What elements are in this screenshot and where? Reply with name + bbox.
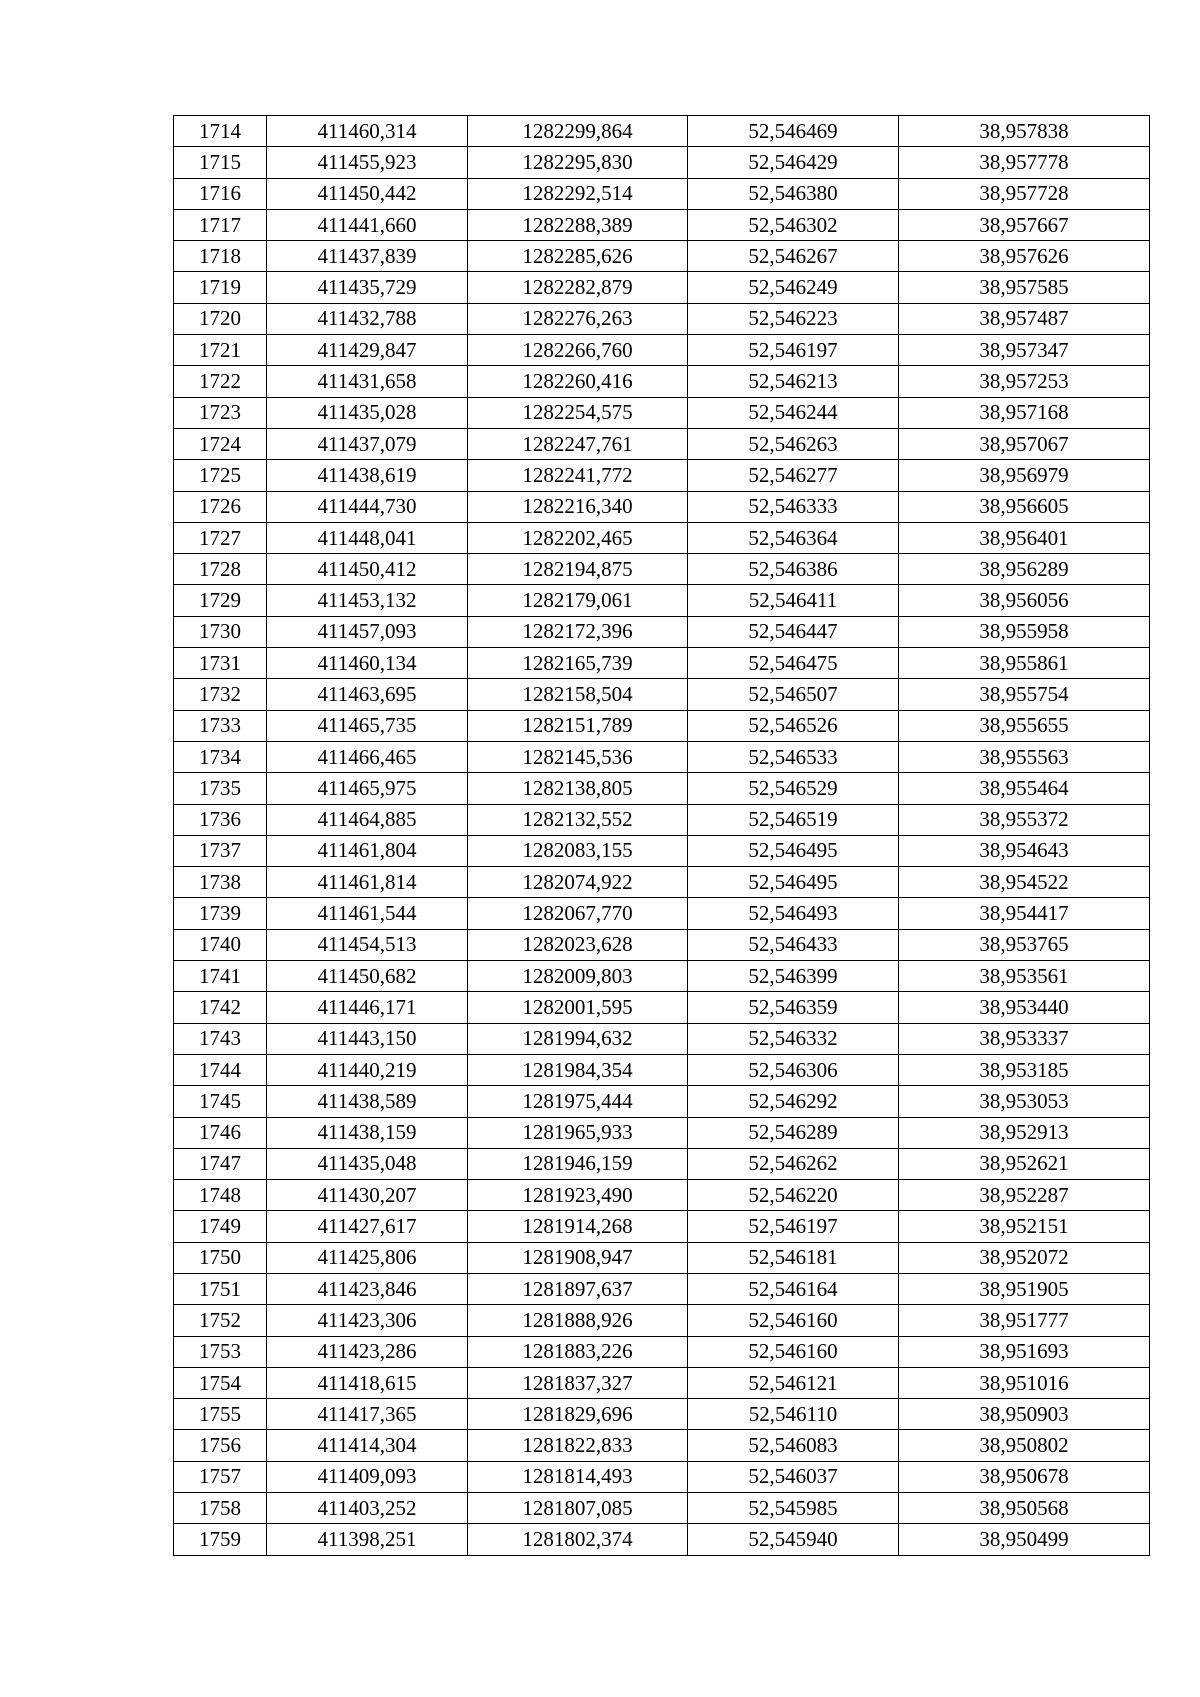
point-number-cell: 1714: [174, 116, 267, 147]
latitude-cell: 52,546399: [688, 961, 899, 992]
table-row: [174, 1524, 1150, 1555]
table-row: [174, 1461, 1150, 1492]
x-coordinate-cell: 411414,304: [267, 1430, 468, 1461]
y-coordinate-cell: 1282216,340: [468, 491, 688, 522]
x-coordinate-cell: 411423,306: [267, 1305, 468, 1336]
table-row: [174, 1273, 1150, 1304]
latitude-cell: 52,546507: [688, 679, 899, 710]
x-coordinate-cell: 411440,219: [267, 1054, 468, 1085]
point-number-cell: 1717: [174, 209, 267, 240]
y-coordinate-cell: 1282023,628: [468, 929, 688, 960]
longitude-cell: 38,956605: [899, 491, 1150, 522]
point-number-cell: 1718: [174, 241, 267, 272]
x-coordinate-cell: 411398,251: [267, 1524, 468, 1555]
y-coordinate-cell: 1282165,739: [468, 648, 688, 679]
x-coordinate-cell: 411417,365: [267, 1399, 468, 1430]
x-coordinate-cell: 411461,814: [267, 867, 468, 898]
longitude-cell: 38,952621: [899, 1148, 1150, 1179]
point-number-cell: 1716: [174, 178, 267, 209]
longitude-cell: 38,953561: [899, 961, 1150, 992]
table-row: [174, 1180, 1150, 1211]
y-coordinate-cell: 1282260,416: [468, 366, 688, 397]
y-coordinate-cell: 1281914,268: [468, 1211, 688, 1242]
x-coordinate-cell: 411448,041: [267, 522, 468, 553]
point-number-cell: 1740: [174, 929, 267, 960]
y-coordinate-cell: 1282158,504: [468, 679, 688, 710]
point-number-cell: 1750: [174, 1242, 267, 1273]
table-row: [174, 147, 1150, 178]
table-row: [174, 773, 1150, 804]
point-number-cell: 1739: [174, 898, 267, 929]
point-number-cell: 1732: [174, 679, 267, 710]
point-number-cell: 1715: [174, 147, 267, 178]
point-number-cell: 1748: [174, 1180, 267, 1211]
point-number-cell: 1720: [174, 303, 267, 334]
latitude-cell: 52,546411: [688, 585, 899, 616]
longitude-cell: 38,950568: [899, 1493, 1150, 1524]
latitude-cell: 52,546429: [688, 147, 899, 178]
longitude-cell: 38,955372: [899, 804, 1150, 835]
x-coordinate-cell: 411460,134: [267, 648, 468, 679]
y-coordinate-cell: 1282266,760: [468, 335, 688, 366]
table-row: [174, 460, 1150, 491]
table-row: [174, 1336, 1150, 1367]
latitude-cell: 52,546292: [688, 1086, 899, 1117]
table-row: [174, 366, 1150, 397]
longitude-cell: 38,953440: [899, 992, 1150, 1023]
longitude-cell: 38,954522: [899, 867, 1150, 898]
x-coordinate-cell: 411460,314: [267, 116, 468, 147]
latitude-cell: 52,546495: [688, 867, 899, 898]
table-row: [174, 428, 1150, 459]
longitude-cell: 38,957728: [899, 178, 1150, 209]
latitude-cell: 52,546364: [688, 522, 899, 553]
longitude-cell: 38,957838: [899, 116, 1150, 147]
longitude-cell: 38,953765: [899, 929, 1150, 960]
point-number-cell: 1729: [174, 585, 267, 616]
table-row: [174, 209, 1150, 240]
table-row: [174, 1242, 1150, 1273]
longitude-cell: 38,950678: [899, 1461, 1150, 1492]
table-row: [174, 585, 1150, 616]
x-coordinate-cell: 411464,885: [267, 804, 468, 835]
point-number-cell: 1744: [174, 1054, 267, 1085]
y-coordinate-cell: 1281883,226: [468, 1336, 688, 1367]
x-coordinate-cell: 411431,658: [267, 366, 468, 397]
longitude-cell: 38,954417: [899, 898, 1150, 929]
table-row: [174, 1086, 1150, 1117]
y-coordinate-cell: 1282001,595: [468, 992, 688, 1023]
latitude-cell: 52,546262: [688, 1148, 899, 1179]
longitude-cell: 38,956056: [899, 585, 1150, 616]
latitude-cell: 52,546160: [688, 1336, 899, 1367]
latitude-cell: 52,546469: [688, 116, 899, 147]
x-coordinate-cell: 411444,730: [267, 491, 468, 522]
x-coordinate-cell: 411465,975: [267, 773, 468, 804]
latitude-cell: 52,546160: [688, 1305, 899, 1336]
latitude-cell: 52,546529: [688, 773, 899, 804]
x-coordinate-cell: 411423,286: [267, 1336, 468, 1367]
table-row: [174, 241, 1150, 272]
latitude-cell: 52,546223: [688, 303, 899, 334]
x-coordinate-cell: 411441,660: [267, 209, 468, 240]
x-coordinate-cell: 411457,093: [267, 616, 468, 647]
longitude-cell: 38,955464: [899, 773, 1150, 804]
x-coordinate-cell: 411435,048: [267, 1148, 468, 1179]
coordinates-table: [173, 115, 1150, 1556]
table-row: [174, 272, 1150, 303]
longitude-cell: 38,955958: [899, 616, 1150, 647]
table-row: [174, 1211, 1150, 1242]
latitude-cell: 52,546386: [688, 554, 899, 585]
y-coordinate-cell: 1282009,803: [468, 961, 688, 992]
latitude-cell: 52,546277: [688, 460, 899, 491]
x-coordinate-cell: 411435,028: [267, 397, 468, 428]
y-coordinate-cell: 1281822,833: [468, 1430, 688, 1461]
longitude-cell: 38,957585: [899, 272, 1150, 303]
y-coordinate-cell: 1282202,465: [468, 522, 688, 553]
x-coordinate-cell: 411418,615: [267, 1367, 468, 1398]
table-row: [174, 710, 1150, 741]
point-number-cell: 1742: [174, 992, 267, 1023]
longitude-cell: 38,952072: [899, 1242, 1150, 1273]
longitude-cell: 38,955655: [899, 710, 1150, 741]
latitude-cell: 52,545940: [688, 1524, 899, 1555]
longitude-cell: 38,957626: [899, 241, 1150, 272]
y-coordinate-cell: 1282285,626: [468, 241, 688, 272]
x-coordinate-cell: 411461,804: [267, 835, 468, 866]
x-coordinate-cell: 411443,150: [267, 1023, 468, 1054]
longitude-cell: 38,957168: [899, 397, 1150, 428]
table-row: [174, 835, 1150, 866]
longitude-cell: 38,950802: [899, 1430, 1150, 1461]
x-coordinate-cell: 411437,839: [267, 241, 468, 272]
point-number-cell: 1733: [174, 710, 267, 741]
table-row: [174, 961, 1150, 992]
longitude-cell: 38,957253: [899, 366, 1150, 397]
x-coordinate-cell: 411427,617: [267, 1211, 468, 1242]
point-number-cell: 1734: [174, 741, 267, 772]
point-number-cell: 1731: [174, 648, 267, 679]
y-coordinate-cell: 1282138,805: [468, 773, 688, 804]
point-number-cell: 1752: [174, 1305, 267, 1336]
x-coordinate-cell: 411450,682: [267, 961, 468, 992]
longitude-cell: 38,956289: [899, 554, 1150, 585]
x-coordinate-cell: 411432,788: [267, 303, 468, 334]
longitude-cell: 38,952287: [899, 1180, 1150, 1211]
x-coordinate-cell: 411409,093: [267, 1461, 468, 1492]
longitude-cell: 38,951016: [899, 1367, 1150, 1398]
point-number-cell: 1759: [174, 1524, 267, 1555]
coordinates-table-body: [174, 116, 1150, 1556]
latitude-cell: 52,546475: [688, 648, 899, 679]
y-coordinate-cell: 1282067,770: [468, 898, 688, 929]
x-coordinate-cell: 411438,589: [267, 1086, 468, 1117]
table-row: [174, 397, 1150, 428]
table-row: [174, 303, 1150, 334]
longitude-cell: 38,956401: [899, 522, 1150, 553]
point-number-cell: 1743: [174, 1023, 267, 1054]
table-row: [174, 491, 1150, 522]
y-coordinate-cell: 1282151,789: [468, 710, 688, 741]
latitude-cell: 52,546181: [688, 1242, 899, 1273]
longitude-cell: 38,951777: [899, 1305, 1150, 1336]
longitude-cell: 38,950499: [899, 1524, 1150, 1555]
x-coordinate-cell: 411438,619: [267, 460, 468, 491]
table-row: [174, 335, 1150, 366]
point-number-cell: 1749: [174, 1211, 267, 1242]
y-coordinate-cell: 1281829,696: [468, 1399, 688, 1430]
table-row: [174, 1148, 1150, 1179]
y-coordinate-cell: 1282288,389: [468, 209, 688, 240]
latitude-cell: 52,546519: [688, 804, 899, 835]
point-number-cell: 1741: [174, 961, 267, 992]
table-row: [174, 1117, 1150, 1148]
point-number-cell: 1737: [174, 835, 267, 866]
longitude-cell: 38,957778: [899, 147, 1150, 178]
latitude-cell: 52,546306: [688, 1054, 899, 1085]
x-coordinate-cell: 411429,847: [267, 335, 468, 366]
y-coordinate-cell: 1281802,374: [468, 1524, 688, 1555]
latitude-cell: 52,546526: [688, 710, 899, 741]
latitude-cell: 52,546267: [688, 241, 899, 272]
longitude-cell: 38,950903: [899, 1399, 1150, 1430]
longitude-cell: 38,953185: [899, 1054, 1150, 1085]
longitude-cell: 38,953053: [899, 1086, 1150, 1117]
latitude-cell: 52,546249: [688, 272, 899, 303]
point-number-cell: 1724: [174, 428, 267, 459]
latitude-cell: 52,546332: [688, 1023, 899, 1054]
point-number-cell: 1751: [174, 1273, 267, 1304]
y-coordinate-cell: 1282282,879: [468, 272, 688, 303]
y-coordinate-cell: 1281946,159: [468, 1148, 688, 1179]
y-coordinate-cell: 1281807,085: [468, 1493, 688, 1524]
longitude-cell: 38,951693: [899, 1336, 1150, 1367]
table-row: [174, 804, 1150, 835]
point-number-cell: 1757: [174, 1461, 267, 1492]
latitude-cell: 52,546263: [688, 428, 899, 459]
table-row: [174, 648, 1150, 679]
table-row: [174, 741, 1150, 772]
point-number-cell: 1719: [174, 272, 267, 303]
y-coordinate-cell: 1281923,490: [468, 1180, 688, 1211]
longitude-cell: 38,957487: [899, 303, 1150, 334]
longitude-cell: 38,953337: [899, 1023, 1150, 1054]
table-row: [174, 898, 1150, 929]
table-row: [174, 1305, 1150, 1336]
latitude-cell: 52,546433: [688, 929, 899, 960]
point-number-cell: 1756: [174, 1430, 267, 1461]
y-coordinate-cell: 1282254,575: [468, 397, 688, 428]
table-row: [174, 992, 1150, 1023]
x-coordinate-cell: 411465,735: [267, 710, 468, 741]
y-coordinate-cell: 1282247,761: [468, 428, 688, 459]
table-row: [174, 1054, 1150, 1085]
latitude-cell: 52,546447: [688, 616, 899, 647]
longitude-cell: 38,955861: [899, 648, 1150, 679]
latitude-cell: 52,546037: [688, 1461, 899, 1492]
point-number-cell: 1723: [174, 397, 267, 428]
x-coordinate-cell: 411463,695: [267, 679, 468, 710]
point-number-cell: 1758: [174, 1493, 267, 1524]
x-coordinate-cell: 411437,079: [267, 428, 468, 459]
y-coordinate-cell: 1282292,514: [468, 178, 688, 209]
y-coordinate-cell: 1282132,552: [468, 804, 688, 835]
latitude-cell: 52,546244: [688, 397, 899, 428]
table-row: [174, 1367, 1150, 1398]
y-coordinate-cell: 1281994,632: [468, 1023, 688, 1054]
point-number-cell: 1735: [174, 773, 267, 804]
x-coordinate-cell: 411403,252: [267, 1493, 468, 1524]
x-coordinate-cell: 411435,729: [267, 272, 468, 303]
longitude-cell: 38,951905: [899, 1273, 1150, 1304]
latitude-cell: 52,546495: [688, 835, 899, 866]
x-coordinate-cell: 411454,513: [267, 929, 468, 960]
longitude-cell: 38,955754: [899, 679, 1150, 710]
y-coordinate-cell: 1281984,354: [468, 1054, 688, 1085]
longitude-cell: 38,956979: [899, 460, 1150, 491]
longitude-cell: 38,952913: [899, 1117, 1150, 1148]
x-coordinate-cell: 411455,923: [267, 147, 468, 178]
y-coordinate-cell: 1282276,263: [468, 303, 688, 334]
x-coordinate-cell: 411450,442: [267, 178, 468, 209]
y-coordinate-cell: 1281965,933: [468, 1117, 688, 1148]
point-number-cell: 1754: [174, 1367, 267, 1398]
y-coordinate-cell: 1281975,444: [468, 1086, 688, 1117]
latitude-cell: 52,546121: [688, 1367, 899, 1398]
table-row: [174, 616, 1150, 647]
point-number-cell: 1726: [174, 491, 267, 522]
longitude-cell: 38,957067: [899, 428, 1150, 459]
table-row: [174, 867, 1150, 898]
latitude-cell: 52,545985: [688, 1493, 899, 1524]
y-coordinate-cell: 1281897,637: [468, 1273, 688, 1304]
table-row: [174, 679, 1150, 710]
x-coordinate-cell: 411425,806: [267, 1242, 468, 1273]
x-coordinate-cell: 411438,159: [267, 1117, 468, 1148]
table-row: [174, 554, 1150, 585]
table-row: [174, 178, 1150, 209]
point-number-cell: 1745: [174, 1086, 267, 1117]
x-coordinate-cell: 411450,412: [267, 554, 468, 585]
point-number-cell: 1727: [174, 522, 267, 553]
point-number-cell: 1753: [174, 1336, 267, 1367]
y-coordinate-cell: 1282145,536: [468, 741, 688, 772]
point-number-cell: 1728: [174, 554, 267, 585]
x-coordinate-cell: 411423,846: [267, 1273, 468, 1304]
longitude-cell: 38,955563: [899, 741, 1150, 772]
y-coordinate-cell: 1282194,875: [468, 554, 688, 585]
point-number-cell: 1746: [174, 1117, 267, 1148]
table-row: [174, 522, 1150, 553]
point-number-cell: 1738: [174, 867, 267, 898]
y-coordinate-cell: 1282299,864: [468, 116, 688, 147]
y-coordinate-cell: 1282172,396: [468, 616, 688, 647]
latitude-cell: 52,546302: [688, 209, 899, 240]
latitude-cell: 52,546533: [688, 741, 899, 772]
latitude-cell: 52,546493: [688, 898, 899, 929]
latitude-cell: 52,546083: [688, 1430, 899, 1461]
latitude-cell: 52,546333: [688, 491, 899, 522]
longitude-cell: 38,957667: [899, 209, 1150, 240]
longitude-cell: 38,954643: [899, 835, 1150, 866]
table-row: [174, 1430, 1150, 1461]
x-coordinate-cell: 411453,132: [267, 585, 468, 616]
latitude-cell: 52,546213: [688, 366, 899, 397]
table-row: [174, 1493, 1150, 1524]
table-row: [174, 1023, 1150, 1054]
point-number-cell: 1730: [174, 616, 267, 647]
point-number-cell: 1755: [174, 1399, 267, 1430]
table-row: [174, 929, 1150, 960]
x-coordinate-cell: 411446,171: [267, 992, 468, 1023]
x-coordinate-cell: 411466,465: [267, 741, 468, 772]
latitude-cell: 52,546164: [688, 1273, 899, 1304]
y-coordinate-cell: 1282074,922: [468, 867, 688, 898]
y-coordinate-cell: 1281837,327: [468, 1367, 688, 1398]
y-coordinate-cell: 1281888,926: [468, 1305, 688, 1336]
longitude-cell: 38,952151: [899, 1211, 1150, 1242]
table-row: [174, 116, 1150, 147]
point-number-cell: 1721: [174, 335, 267, 366]
latitude-cell: 52,546197: [688, 1211, 899, 1242]
table-row: [174, 1399, 1150, 1430]
point-number-cell: 1722: [174, 366, 267, 397]
x-coordinate-cell: 411461,544: [267, 898, 468, 929]
point-number-cell: 1725: [174, 460, 267, 491]
longitude-cell: 38,957347: [899, 335, 1150, 366]
y-coordinate-cell: 1282295,830: [468, 147, 688, 178]
y-coordinate-cell: 1281908,947: [468, 1242, 688, 1273]
latitude-cell: 52,546289: [688, 1117, 899, 1148]
y-coordinate-cell: 1282179,061: [468, 585, 688, 616]
latitude-cell: 52,546380: [688, 178, 899, 209]
y-coordinate-cell: 1281814,493: [468, 1461, 688, 1492]
latitude-cell: 52,546110: [688, 1399, 899, 1430]
y-coordinate-cell: 1282241,772: [468, 460, 688, 491]
y-coordinate-cell: 1282083,155: [468, 835, 688, 866]
point-number-cell: 1747: [174, 1148, 267, 1179]
latitude-cell: 52,546359: [688, 992, 899, 1023]
latitude-cell: 52,546220: [688, 1180, 899, 1211]
x-coordinate-cell: 411430,207: [267, 1180, 468, 1211]
point-number-cell: 1736: [174, 804, 267, 835]
latitude-cell: 52,546197: [688, 335, 899, 366]
